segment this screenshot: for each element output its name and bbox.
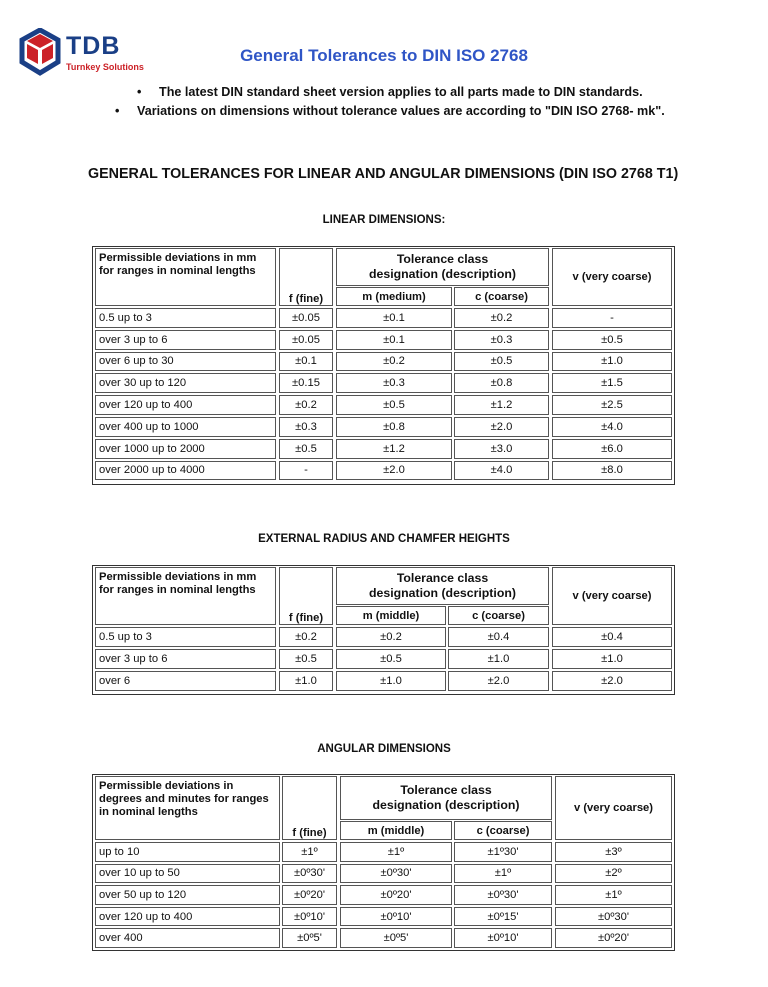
header-class-cell: [336, 567, 549, 605]
row-value-cell: ±0º5': [340, 928, 452, 948]
row-range-cell: over 3 up to 6: [95, 330, 276, 350]
header-very-coarse-cell: v (very coarse): [555, 776, 672, 840]
header-medium-cell: m (medium): [336, 287, 452, 306]
header-coarse-cell: c (coarse): [454, 287, 549, 306]
row-value-cell: ±0.3: [454, 330, 549, 350]
row-value-cell: ±8.0: [552, 461, 672, 481]
row-range-cell: up to 10: [95, 842, 280, 862]
class-line-1: Tolerance class: [396, 571, 489, 585]
row-value-cell: ±6.0: [552, 439, 672, 459]
row-range-cell: over 3 up to 6: [95, 649, 276, 669]
row-value-cell: ±0.8: [454, 373, 549, 393]
angular-dimensions-table: [92, 774, 675, 951]
row-value-cell: ±0.4: [448, 627, 549, 647]
row-range-cell: over 6 up to 30: [95, 352, 276, 372]
row-value-cell: ±0.5: [336, 649, 446, 669]
row-value-cell: ±0º10': [454, 928, 552, 948]
header-medium-cell: m (middle): [340, 821, 452, 840]
row-value-cell: ±0.05: [279, 330, 333, 350]
row-range-cell: over 30 up to 120: [95, 373, 276, 393]
row-value-cell: ±0.5: [279, 439, 333, 459]
row-value-cell: ±0º30': [282, 864, 337, 884]
row-value-cell: ±1º: [454, 864, 552, 884]
row-range-cell: over 10 up to 50: [95, 864, 280, 884]
row-value-cell: ±1º: [555, 885, 672, 905]
row-value-cell: ±2º: [555, 864, 672, 884]
row-value-cell: ±2.5: [552, 395, 672, 415]
row-range-cell: over 1000 up to 2000: [95, 439, 276, 459]
class-line-2: designation (description): [369, 267, 516, 281]
header-fine-cell: f (fine): [282, 776, 337, 840]
row-value-cell: ±0º20': [282, 885, 337, 905]
row-value-cell: ±0.1: [279, 352, 333, 372]
row-value-cell: ±0.5: [454, 352, 549, 372]
bullet-icon: •: [137, 85, 142, 99]
page-title: General Tolerances to DIN ISO 2768: [240, 46, 528, 65]
header-coarse-cell: c (coarse): [448, 606, 549, 625]
row-value-cell: ±1.0: [279, 671, 333, 691]
header-very-coarse-cell: v (very coarse): [552, 567, 672, 625]
row-value-cell: ±0º10': [340, 907, 452, 927]
row-value-cell: ±0.05: [279, 308, 333, 328]
linear-table-title: LINEAR DIMENSIONS:: [322, 214, 446, 226]
bullet-icon: •: [115, 104, 120, 118]
row-value-cell: ±1.5: [552, 373, 672, 393]
row-value-cell: ±0.2: [279, 627, 333, 647]
row-value-cell: ±2.0: [552, 671, 672, 691]
row-range-cell: over 120 up to 400: [95, 907, 280, 927]
header-range-cell: Permissible deviations in mm for ranges in nominal lengths: [95, 567, 276, 625]
row-value-cell: ±0º30': [340, 864, 452, 884]
class-line-1: Tolerance class: [396, 252, 489, 266]
section-heading: GENERAL TOLERANCES FOR LINEAR AND ANGULAR DIMENSIONS (DIN ISO 2768 T1): [88, 166, 679, 182]
row-value-cell: ±1.0: [336, 671, 446, 691]
class-line-2: designation (description): [372, 798, 520, 812]
row-value-cell: ±1.2: [454, 395, 549, 415]
row-value-cell: ±0º30': [454, 885, 552, 905]
row-value-cell: ±0.2: [279, 395, 333, 415]
row-value-cell: ±4.0: [454, 461, 549, 481]
header-medium-cell: m (middle): [336, 606, 446, 625]
row-range-cell: over 120 up to 400: [95, 395, 276, 415]
row-value-cell: ±3.0: [454, 439, 549, 459]
row-value-cell: ±0.5: [336, 395, 452, 415]
row-value-cell: ±0.15: [279, 373, 333, 393]
row-range-cell: 0.5 up to 3: [95, 308, 276, 328]
header-class-cell: [336, 248, 549, 286]
class-line-2: designation (description): [369, 586, 516, 600]
row-value-cell: ±0.3: [336, 373, 452, 393]
row-value-cell: ±1º30': [454, 842, 552, 862]
row-range-cell: over 50 up to 120: [95, 885, 280, 905]
row-value-cell: ±3º: [555, 842, 672, 862]
logo-brand: TDB: [66, 32, 121, 60]
row-value-cell: ±0.5: [279, 649, 333, 669]
row-value-cell: ±1.2: [336, 439, 452, 459]
row-value-cell: ±1º: [340, 842, 452, 862]
row-value-cell: ±0.8: [336, 417, 452, 437]
angular-table-title: ANGULAR DIMENSIONS: [317, 743, 451, 755]
row-range-cell: 0.5 up to 3: [95, 627, 276, 647]
row-range-cell: over 400: [95, 928, 280, 948]
row-value-cell: ±0.2: [336, 627, 446, 647]
row-value-cell: ±0º10': [282, 907, 337, 927]
header-fine-cell: f (fine): [279, 248, 333, 306]
row-value-cell: ±0.2: [336, 352, 452, 372]
row-value-cell: -: [279, 461, 333, 481]
header-fine-cell: f (fine): [279, 567, 333, 625]
row-value-cell: ±1.0: [448, 649, 549, 669]
row-value-cell: ±0.1: [336, 308, 452, 328]
row-value-cell: ±0.2: [454, 308, 549, 328]
radius-table-title: EXTERNAL RADIUS AND CHAMFER HEIGHTS: [258, 533, 510, 545]
header-range-cell: Permissible deviations in degrees and minutes for ranges in nominal lengths: [95, 776, 280, 840]
header-range-cell: Permissible deviations in mm for ranges in nominal lengths: [95, 248, 276, 306]
row-value-cell: -: [552, 308, 672, 328]
row-value-cell: ±0º20': [555, 928, 672, 948]
row-value-cell: ±4.0: [552, 417, 672, 437]
row-value-cell: ±0.4: [552, 627, 672, 647]
row-value-cell: ±0.3: [279, 417, 333, 437]
row-range-cell: over 400 up to 1000: [95, 417, 276, 437]
row-value-cell: ±1.0: [552, 352, 672, 372]
row-range-cell: over 2000 up to 4000: [95, 461, 276, 481]
row-value-cell: ±1º: [282, 842, 337, 862]
row-value-cell: ±2.0: [454, 417, 549, 437]
class-line-1: Tolerance class: [400, 783, 492, 797]
logo-tagline: Turnkey Solutions: [66, 62, 144, 72]
header-class-cell: [340, 776, 552, 820]
row-value-cell: ±0º15': [454, 907, 552, 927]
row-value-cell: ±0º30': [555, 907, 672, 927]
row-value-cell: ±2.0: [336, 461, 452, 481]
header-coarse-cell: c (coarse): [454, 821, 552, 840]
radius-chamfer-table: [92, 565, 675, 695]
row-value-cell: ±2.0: [448, 671, 549, 691]
linear-dimensions-table: [92, 246, 675, 485]
row-value-cell: ±0º5': [282, 928, 337, 948]
row-range-cell: over 6: [95, 671, 276, 691]
row-value-cell: ±0.5: [552, 330, 672, 350]
header-very-coarse-cell: v (very coarse): [552, 248, 672, 306]
row-value-cell: ±1.0: [552, 649, 672, 669]
row-value-cell: ±0.1: [336, 330, 452, 350]
row-value-cell: ±0º20': [340, 885, 452, 905]
